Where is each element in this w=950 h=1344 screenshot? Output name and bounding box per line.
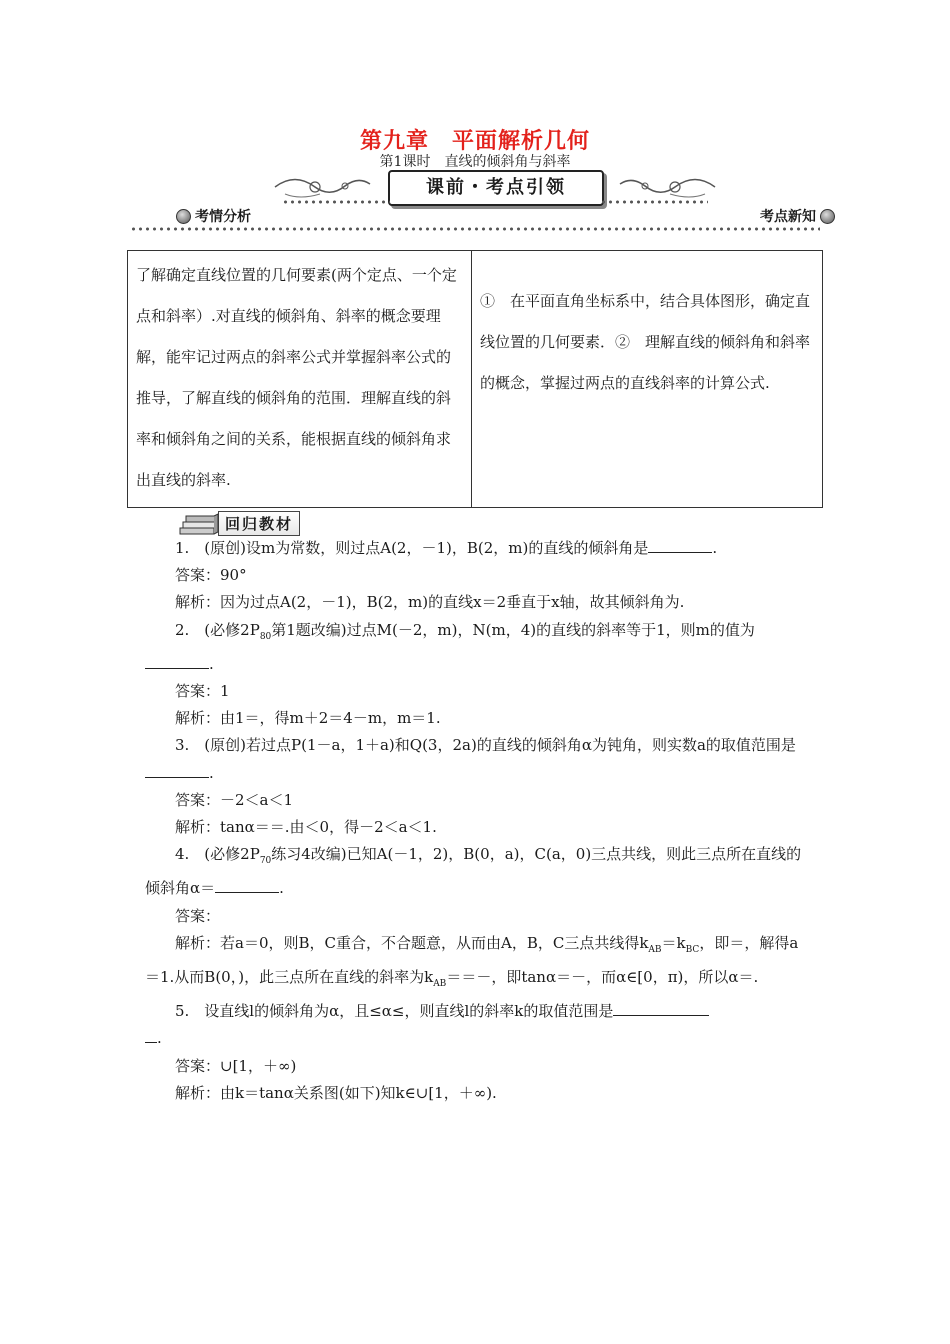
new-knowledge-label-text: 考点新知: [760, 209, 816, 225]
q5-analysis: 解析：由k＝tanα关系图(如下)知k∈∪[1，＋∞).: [175, 1083, 497, 1102]
chapter-title: 第九章 平面解析几何: [359, 129, 590, 154]
q5-answer: 答案：∪[1，＋∞): [175, 1056, 297, 1075]
problems: [145, 535, 810, 1107]
books-icon: [178, 512, 220, 536]
q2-text: 2. (必修$2P_{80}$第1题改编)过点M(－2，m)，N(m，4)的直线的斜率等于1，则m的值为 .: [145, 617, 810, 678]
analysis-label-text: 考情分析: [195, 209, 251, 225]
q3-text: 3. (原创)若过点P(1－a，1＋a)和Q(3，2a)的直线的倾斜角α为钝角，则实数a的取值范围是.: [145, 732, 810, 786]
q2-answer: 答案：1: [175, 682, 230, 701]
q3-analysis: 解析：tanα＝＝.由＜0，得－2＜a＜1.: [175, 818, 437, 837]
q5-text: 5. 设直线l的倾斜角为α，且≤α≤，则直线l的斜率k的取值范围是 .: [145, 998, 810, 1052]
q4-answer: 答案：: [175, 906, 221, 925]
dotted-divider: [130, 226, 820, 232]
left-ornament-icon: [270, 172, 380, 202]
q4-text: 4. (必修$2P_{70}$练习4改编)已知A(－1，2)，B(0，a)，C(a，0)三点共线，则此三点所在直线的倾斜角α＝ .: [145, 845, 802, 898]
bullet-icon: [820, 209, 835, 224]
knowledge-cell: ① 在平面直角坐标系中，结合具体图形，确定直线位置的几何要素．② 理解直线的倾斜角和斜率的概念，掌握过两点的直线斜率的计算公式.: [480, 292, 811, 392]
q1-answer: 答案：90°: [175, 566, 247, 585]
lesson-title: 第1课时 直线的倾斜角与斜率: [379, 154, 571, 170]
section-header: [178, 511, 300, 536]
requirements-table: [127, 250, 823, 508]
new-knowledge-label: [760, 206, 835, 226]
banner-dotline-left: [282, 199, 390, 205]
banner-dotline-right: [600, 199, 708, 205]
banner-label: 课前・考点引领: [388, 170, 604, 206]
q1-analysis: 解析：因为过点A(2，－1)，B(2，m)的直线x＝2垂直于x轴，故其倾斜角为.: [175, 593, 685, 612]
q1-text: 1. (原创)设m为常数，则过点A(2，－1)，B(2，m)的直线的倾斜角是 .: [145, 535, 810, 562]
q2-analysis: 解析：由1＝，得m＋2＝4－m，m＝1.: [175, 709, 441, 728]
bullet-icon: [176, 209, 191, 224]
analysis-label: [176, 206, 251, 226]
section-title: 回归教材: [218, 511, 300, 536]
right-ornament-icon: [610, 172, 720, 202]
q3-answer: 答案：－2＜a＜1: [175, 790, 294, 809]
q4-analysis: 解析：若a＝0，则B，C重合，不合题意，从而由A，B，C三点共线得$k_{AB}=k_{BC}$，即＝，解得a＝1.从而B(0，)，此三点所在直线的斜率为$k_{AB}==-$，即tanα＝－，而α∈[0，π)，所以α＝.: [145, 933, 799, 990]
analysis-cell: 了解确定直线位置的几何要素(两个定点、一个定点和斜率）.对直线的倾斜角、斜率的概念要理解，能牢记过两点的斜率公式并掌握斜率公式的推导，了解直线的倾斜角的范围．理解直线的斜率和倾斜角之间的关系，能根据直线的倾斜角求出直线的斜率.: [128, 251, 472, 507]
